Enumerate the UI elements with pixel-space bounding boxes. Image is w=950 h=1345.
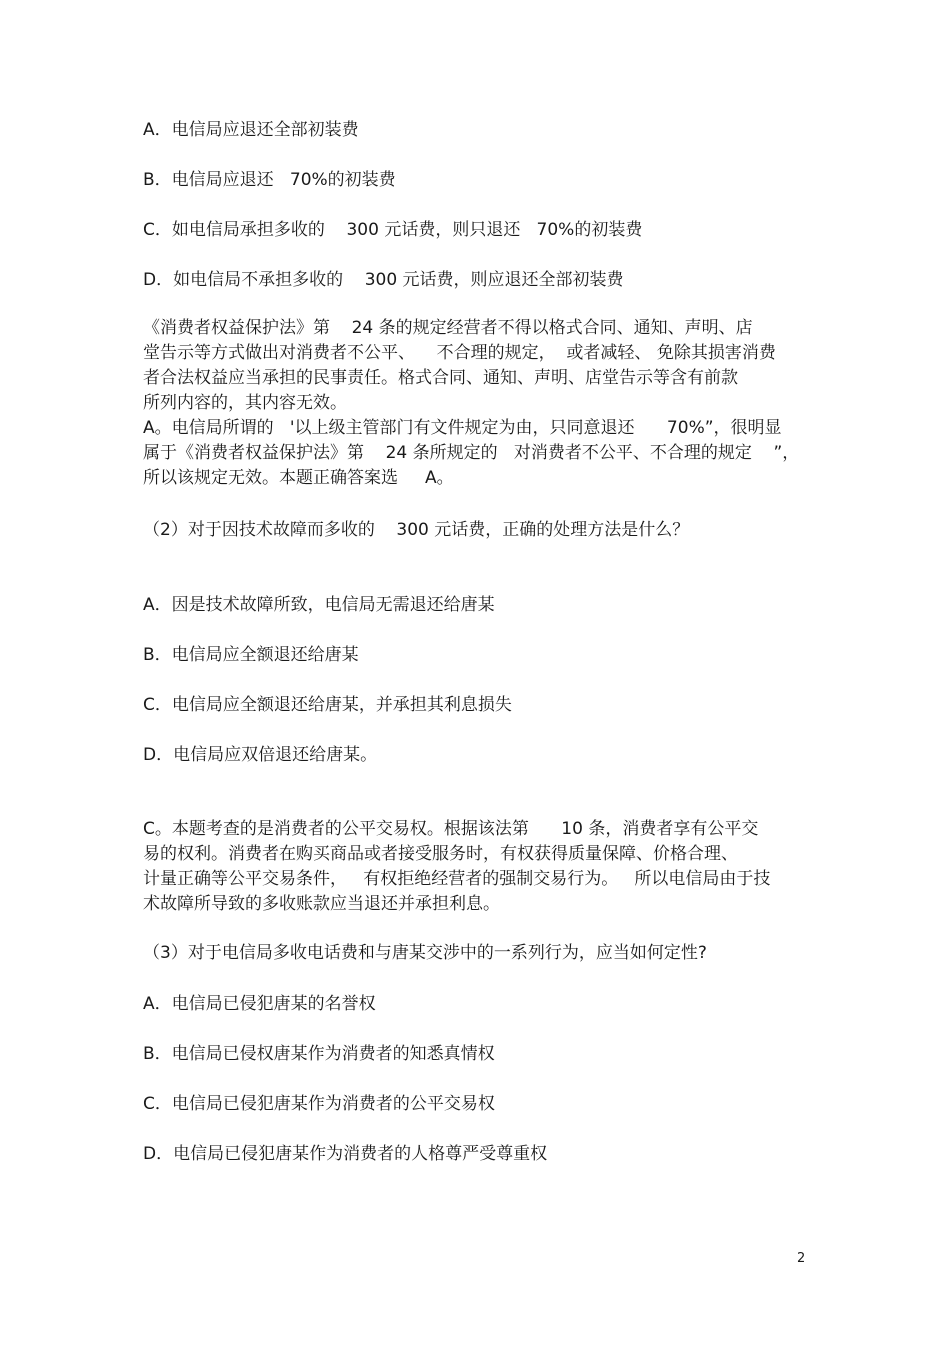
- q1-option-a: A．电信局应退还全部初装费: [143, 120, 359, 140]
- q3-question: （3）对于电信局多收电话费和与唐某交涉中的一系列行为，应当如何定性?: [143, 943, 707, 963]
- q2-option-a: A．因是技术故障所致，电信局无需退还给唐某: [143, 595, 495, 615]
- q3-option-a: A．电信局已侵犯唐某的名誉权: [143, 994, 376, 1014]
- q2-option-d: D．电信局应双倍退还给唐某。: [143, 745, 378, 765]
- q1-option-c: C．如电信局承担多收的 300 元话费，则只退还 70%的初装费: [143, 220, 643, 240]
- q1-option-b: B．电信局应退还 70%的初装费: [143, 170, 396, 190]
- analysis-line: 者合法权益应当承担的民事责任。格式合同、通知、声明、店堂告示等含有前款: [143, 368, 738, 388]
- q2-question: （2）对于因技术故障而多收的 300 元话费，正确的处理方法是什么？: [143, 520, 690, 540]
- analysis-line: 所列内容的，其内容无效。: [143, 393, 347, 413]
- analysis-line: 术故障所导致的多收账款应当退还并承担利息。: [143, 894, 500, 914]
- analysis-line: 属于《消费者权益保护法》第 24 条所规定的 对消费者不公平、不合理的规定 ”，: [143, 443, 800, 463]
- analysis-line: 《消费者权益保护法》第 24 条的规定经营者不得以格式合同、通知、声明、店: [143, 318, 753, 338]
- analysis-line: 所以该规定无效。本题正确答案选 A。: [143, 468, 454, 488]
- q2-option-c: C．电信局应全额退还给唐某，并承担其利息损失: [143, 695, 512, 715]
- analysis-line: 计量正确等公平交易条件， 有权拒绝经营者的强制交易行为。 所以电信局由于技: [143, 869, 771, 889]
- q1-analysis: [143, 316, 813, 491]
- analysis-line: 易的权利。消费者在购买商品或者接受服务时，有权获得质量保障、价格合理、: [143, 844, 738, 864]
- analysis-line: 堂告示等方式做出对消费者不公平、 不合理的规定， 或者减轻、 免除其损害消费: [143, 343, 776, 363]
- q3-option-b: B．电信局已侵权唐某作为消费者的知悉真情权: [143, 1044, 495, 1064]
- q2-analysis: [143, 817, 813, 917]
- q3-option-d: D．电信局已侵犯唐某作为消费者的人格尊严受尊重权: [143, 1144, 548, 1164]
- q2-option-b: B．电信局应全额退还给唐某: [143, 645, 359, 665]
- q1-option-d: D．如电信局不承担多收的 300 元话费，则应退还全部初装费: [143, 270, 624, 290]
- analysis-line: C。本题考查的是消费者的公平交易权。根据该法第 10 条，消费者享有公平交: [143, 819, 759, 839]
- q3-option-c: C．电信局已侵犯唐某作为消费者的公平交易权: [143, 1094, 495, 1114]
- analysis-line: A。电信局所谓的 '以上级主管部门有文件规定为由，只同意退还 70%”，很明显: [143, 418, 782, 438]
- page-number: 2: [797, 1251, 806, 1266]
